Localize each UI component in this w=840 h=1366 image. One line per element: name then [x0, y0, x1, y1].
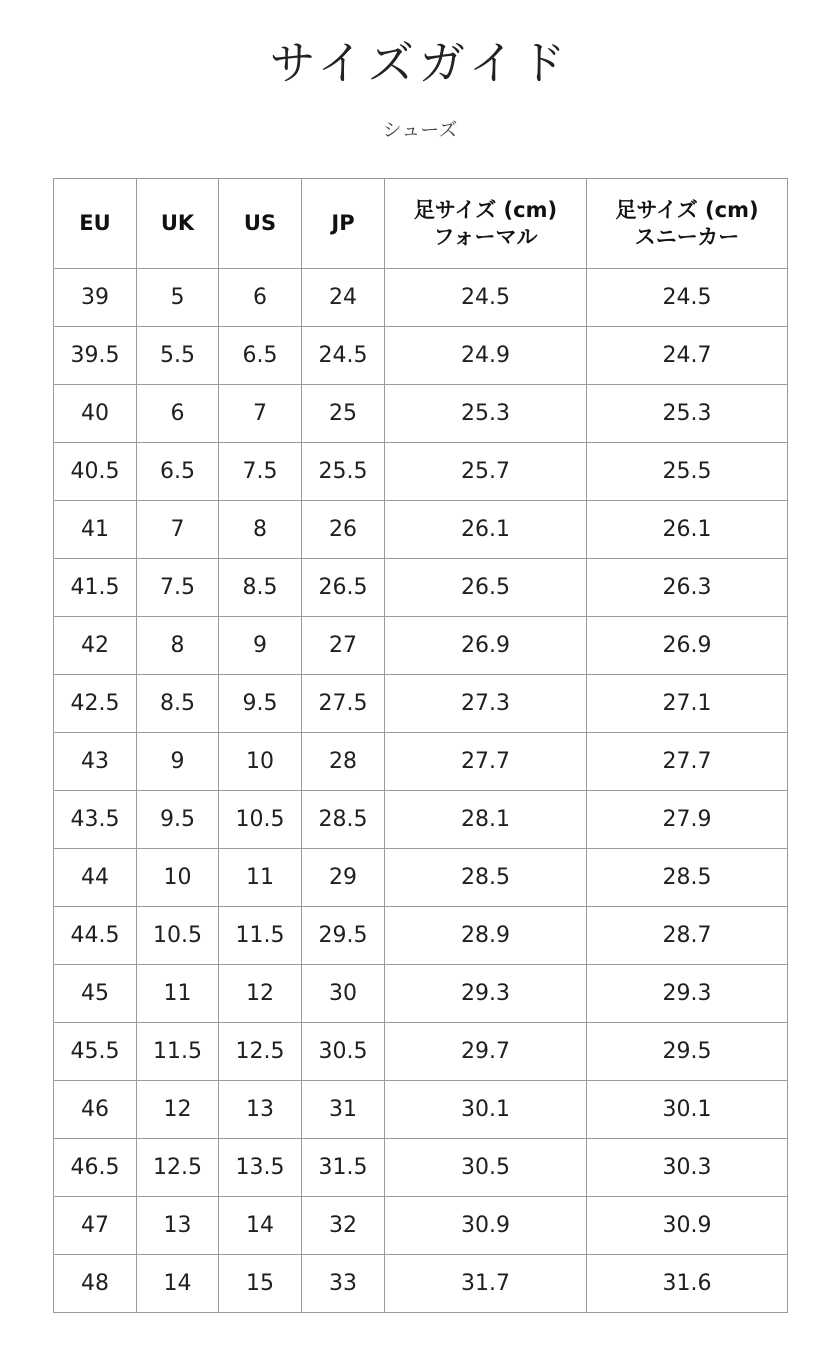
cell-jp: 27	[302, 617, 385, 675]
header-jp: JP	[302, 179, 385, 269]
cell-uk: 11.5	[137, 1023, 219, 1081]
cell-uk: 8	[137, 617, 219, 675]
table-row	[54, 385, 788, 443]
cell-uk: 10	[137, 849, 219, 907]
cell-jp: 29	[302, 849, 385, 907]
cell-uk: 12	[137, 1081, 219, 1139]
header-us: US	[219, 179, 302, 269]
cell-eu: 41.5	[54, 559, 137, 617]
cell-foot-formal: 27.7	[385, 733, 587, 791]
cell-foot-formal: 28.1	[385, 791, 587, 849]
cell-uk: 12.5	[137, 1139, 219, 1197]
cell-foot-sneaker: 30.3	[587, 1139, 788, 1197]
cell-foot-sneaker: 27.7	[587, 733, 788, 791]
table-row	[54, 443, 788, 501]
cell-foot-formal: 30.5	[385, 1139, 587, 1197]
table-row	[54, 1139, 788, 1197]
cell-eu: 42.5	[54, 675, 137, 733]
cell-uk: 9.5	[137, 791, 219, 849]
cell-foot-sneaker: 27.9	[587, 791, 788, 849]
cell-uk: 6	[137, 385, 219, 443]
cell-us: 6	[219, 269, 302, 327]
cell-uk: 5.5	[137, 327, 219, 385]
cell-jp: 31	[302, 1081, 385, 1139]
cell-foot-sneaker: 30.9	[587, 1197, 788, 1255]
table-row	[54, 965, 788, 1023]
cell-foot-sneaker: 26.3	[587, 559, 788, 617]
cell-us: 13.5	[219, 1139, 302, 1197]
cell-uk: 5	[137, 269, 219, 327]
cell-eu: 41	[54, 501, 137, 559]
table-body	[54, 269, 788, 1313]
cell-jp: 30	[302, 965, 385, 1023]
cell-eu: 47	[54, 1197, 137, 1255]
table-row	[54, 1081, 788, 1139]
cell-uk: 14	[137, 1255, 219, 1313]
cell-us: 10	[219, 733, 302, 791]
cell-foot-sneaker: 26.9	[587, 617, 788, 675]
cell-jp: 24.5	[302, 327, 385, 385]
header-sneaker-label: スニーカー	[634, 224, 740, 249]
cell-us: 14	[219, 1197, 302, 1255]
cell-foot-sneaker: 29.5	[587, 1023, 788, 1081]
cell-foot-sneaker: 31.6	[587, 1255, 788, 1313]
cell-jp: 30.5	[302, 1023, 385, 1081]
cell-jp: 33	[302, 1255, 385, 1313]
table-row	[54, 733, 788, 791]
cell-eu: 42	[54, 617, 137, 675]
cell-jp: 25	[302, 385, 385, 443]
cell-eu: 39.5	[54, 327, 137, 385]
cell-jp: 24	[302, 269, 385, 327]
header-foot-size-sneaker	[587, 179, 788, 269]
table-row	[54, 791, 788, 849]
cell-foot-formal: 26.5	[385, 559, 587, 617]
cell-jp: 28.5	[302, 791, 385, 849]
cell-eu: 44	[54, 849, 137, 907]
cell-jp: 26.5	[302, 559, 385, 617]
table-row	[54, 559, 788, 617]
cell-foot-sneaker: 28.5	[587, 849, 788, 907]
table-row	[54, 849, 788, 907]
cell-us: 15	[219, 1255, 302, 1313]
cell-uk: 8.5	[137, 675, 219, 733]
cell-foot-formal: 29.7	[385, 1023, 587, 1081]
cell-foot-formal: 26.1	[385, 501, 587, 559]
cell-us: 8	[219, 501, 302, 559]
cell-eu: 44.5	[54, 907, 137, 965]
cell-us: 8.5	[219, 559, 302, 617]
cell-us: 10.5	[219, 791, 302, 849]
cell-foot-sneaker: 24.7	[587, 327, 788, 385]
cell-us: 12	[219, 965, 302, 1023]
cell-foot-formal: 30.9	[385, 1197, 587, 1255]
cell-us: 9.5	[219, 675, 302, 733]
cell-uk: 9	[137, 733, 219, 791]
cell-foot-formal: 29.3	[385, 965, 587, 1023]
cell-uk: 7.5	[137, 559, 219, 617]
cell-uk: 6.5	[137, 443, 219, 501]
cell-uk: 7	[137, 501, 219, 559]
cell-uk: 11	[137, 965, 219, 1023]
table-row	[54, 327, 788, 385]
page-title: サイズガイド	[269, 36, 571, 90]
cell-foot-sneaker: 25.3	[587, 385, 788, 443]
table-row	[54, 1023, 788, 1081]
cell-us: 9	[219, 617, 302, 675]
cell-foot-formal: 26.9	[385, 617, 587, 675]
header-eu: EU	[54, 179, 137, 269]
cell-foot-sneaker: 28.7	[587, 907, 788, 965]
cell-us: 6.5	[219, 327, 302, 385]
cell-eu: 40.5	[54, 443, 137, 501]
table-row	[54, 1197, 788, 1255]
cell-eu: 46.5	[54, 1139, 137, 1197]
table-row	[54, 675, 788, 733]
table-row	[54, 1255, 788, 1313]
cell-eu: 39	[54, 269, 137, 327]
cell-us: 12.5	[219, 1023, 302, 1081]
cell-jp: 31.5	[302, 1139, 385, 1197]
cell-foot-formal: 30.1	[385, 1081, 587, 1139]
cell-jp: 28	[302, 733, 385, 791]
header-uk: UK	[137, 179, 219, 269]
cell-eu: 43	[54, 733, 137, 791]
cell-eu: 43.5	[54, 791, 137, 849]
cell-jp: 25.5	[302, 443, 385, 501]
table-header-row	[54, 179, 788, 269]
table-row	[54, 501, 788, 559]
cell-foot-formal: 24.5	[385, 269, 587, 327]
cell-foot-sneaker: 27.1	[587, 675, 788, 733]
cell-us: 7	[219, 385, 302, 443]
cell-foot-formal: 27.3	[385, 675, 587, 733]
table-row	[54, 617, 788, 675]
cell-jp: 29.5	[302, 907, 385, 965]
table-row	[54, 907, 788, 965]
cell-jp: 27.5	[302, 675, 385, 733]
cell-eu: 45.5	[54, 1023, 137, 1081]
table-row	[54, 269, 788, 327]
cell-eu: 48	[54, 1255, 137, 1313]
cell-us: 11.5	[219, 907, 302, 965]
cell-foot-formal: 28.9	[385, 907, 587, 965]
cell-foot-formal: 24.9	[385, 327, 587, 385]
cell-foot-sneaker: 29.3	[587, 965, 788, 1023]
cell-foot-sneaker: 24.5	[587, 269, 788, 327]
header-foot-size-label: 足サイズ (cm)	[615, 197, 759, 222]
cell-foot-formal: 25.7	[385, 443, 587, 501]
cell-us: 7.5	[219, 443, 302, 501]
cell-foot-formal: 31.7	[385, 1255, 587, 1313]
header-foot-size-formal	[385, 179, 587, 269]
cell-us: 13	[219, 1081, 302, 1139]
cell-uk: 13	[137, 1197, 219, 1255]
cell-foot-sneaker: 26.1	[587, 501, 788, 559]
header-formal-label: フォーマル	[433, 224, 538, 249]
cell-foot-sneaker: 30.1	[587, 1081, 788, 1139]
cell-eu: 40	[54, 385, 137, 443]
cell-foot-formal: 25.3	[385, 385, 587, 443]
cell-foot-sneaker: 25.5	[587, 443, 788, 501]
cell-jp: 32	[302, 1197, 385, 1255]
cell-eu: 46	[54, 1081, 137, 1139]
cell-jp: 26	[302, 501, 385, 559]
cell-uk: 10.5	[137, 907, 219, 965]
cell-foot-formal: 28.5	[385, 849, 587, 907]
cell-us: 11	[219, 849, 302, 907]
header-foot-size-label: 足サイズ (cm)	[413, 197, 558, 222]
size-table	[53, 178, 788, 1313]
page-subtitle: シューズ	[382, 119, 458, 141]
cell-eu: 45	[54, 965, 137, 1023]
